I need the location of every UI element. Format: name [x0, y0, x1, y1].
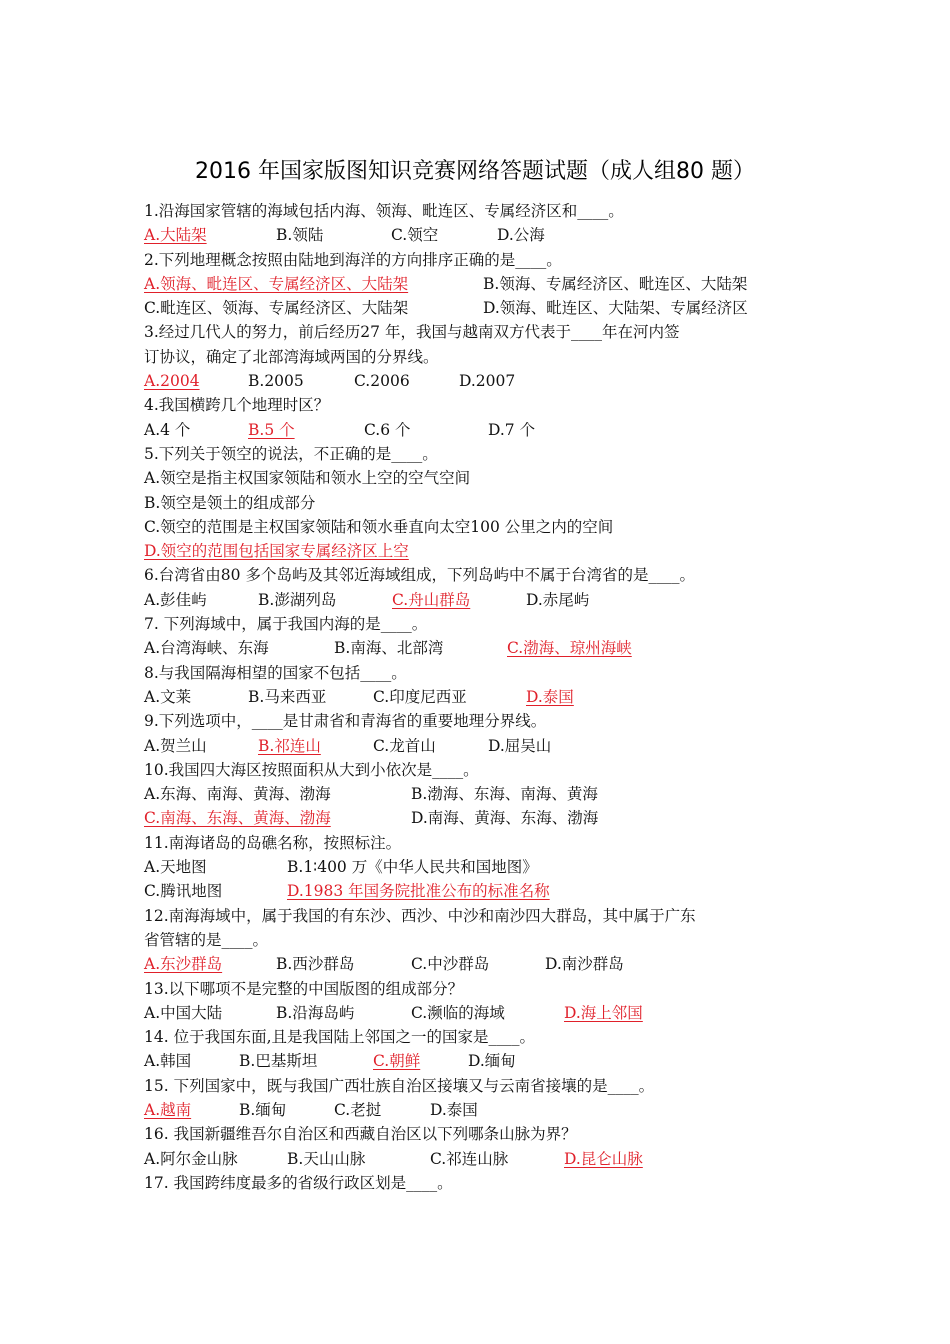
option-correct: D.泰国: [526, 687, 574, 706]
option: D.缅甸: [468, 1052, 516, 1071]
option: D.领海、毗连区、大陆架、专属经济区: [483, 299, 748, 318]
option: B.领海、专属经济区、毗连区、大陆架: [483, 274, 748, 293]
option: D.公海: [497, 226, 545, 245]
option: A.贺兰山: [144, 736, 207, 755]
option-correct: A.大陆架: [144, 226, 207, 245]
option-correct: C.南海、东海、黄海、渤海: [144, 809, 331, 828]
question-1-options: [144, 223, 819, 247]
question-4-options: [144, 418, 819, 442]
option: B.2005: [248, 372, 304, 391]
option-correct: D.1983 年国务院批准公布的标准名称: [287, 882, 550, 901]
question-5-option-c: C.领空的范围是主权国家领陆和领水垂直向太空100 公里之内的空间: [144, 517, 614, 536]
question-9-options: [144, 734, 819, 758]
option: B.1∶400 万《中华人民共和国地图》: [287, 858, 538, 877]
question-5-option-d-correct: D.领空的范围包括国家专属经济区上空: [144, 542, 409, 561]
question-3-options: [144, 369, 819, 393]
option: C.2006: [354, 372, 410, 391]
question-4: 4.我国横跨几个地理时区？: [144, 396, 330, 415]
question-15: 15. 下列国家中，既与我国广西壮族自治区接壤又与云南省接壤的是____。: [144, 1076, 655, 1095]
question-5-option-b: B.领空是领土的组成部分: [144, 493, 316, 512]
option: A.彭佳屿: [144, 590, 207, 609]
question-10: 10.我国四大海区按照面积从大到小依次是____。: [144, 760, 479, 779]
option-correct: C.舟山群岛: [392, 590, 471, 609]
option: B.领陆: [276, 226, 324, 245]
option: C.濒临的海域: [411, 1003, 505, 1022]
option: D.屈吴山: [488, 736, 552, 755]
option: D.南海、黄海、东海、渤海: [411, 809, 599, 828]
option: A.东海、南海、黄海、渤海: [144, 785, 331, 804]
option: C.祁连山脉: [430, 1149, 509, 1168]
option: B.马来西亚: [248, 687, 327, 706]
option: A.4 个: [144, 420, 191, 439]
option: C.领空: [391, 226, 439, 245]
question-10-options-row2: [144, 806, 819, 830]
question-11: 11.南海诸岛的岛礁名称，按照标注。: [144, 833, 402, 852]
option: C.老挝: [334, 1100, 382, 1119]
option: B.沿海岛屿: [276, 1003, 355, 1022]
option: C.腾讯地图: [144, 882, 223, 901]
question-13-options: [144, 1001, 819, 1025]
option: D.南沙群岛: [545, 955, 624, 974]
option: A.文莱: [144, 687, 192, 706]
option: D.2007: [459, 372, 516, 391]
option: A.台湾海峡、东海: [144, 639, 269, 658]
option: B.渤海、东海、南海、黄海: [411, 785, 598, 804]
option-correct: C.朝鲜: [373, 1052, 421, 1071]
question-8-options: [144, 685, 819, 709]
option: B.天山山脉: [287, 1149, 366, 1168]
option-correct: B.5 个: [248, 420, 295, 439]
question-12-options: [144, 952, 819, 976]
option: B.澎湖列岛: [258, 590, 337, 609]
option-correct: C.渤海、琼州海峡: [507, 639, 632, 658]
question-5-option-a: A.领空是指主权国家领陆和领水上空的空气空间: [144, 469, 471, 488]
option: B.南海、北部湾: [334, 639, 444, 658]
option: D.7 个: [488, 420, 536, 439]
question-9: 9.下列选项中，____是甘肃省和青海省的重要地理分界线。: [144, 712, 547, 731]
question-15-options: [144, 1098, 819, 1122]
question-list: [144, 199, 819, 1195]
question-16: 16. 我国新疆维吾尔自治区和西藏自治区以下列哪条山脉为界？: [144, 1125, 577, 1144]
question-3: 3.经过几代人的努力，前后经历27 年，我国与越南双方代表于____年在河内签: [144, 323, 680, 342]
option-correct: A.越南: [144, 1100, 192, 1119]
question-2: 2.下列地理概念按照由陆地到海洋的方向排序正确的是____。: [144, 250, 562, 269]
question-2-options-row2: [144, 296, 819, 320]
option-correct: D.昆仑山脉: [564, 1149, 643, 1168]
option: A.天地图: [144, 858, 207, 877]
option: C.中沙群岛: [411, 955, 490, 974]
option: D.赤尾屿: [526, 590, 590, 609]
option: A.阿尔金山脉: [144, 1149, 238, 1168]
option: B.西沙群岛: [276, 955, 355, 974]
question-14-options: [144, 1049, 819, 1073]
question-17: 17. 我国跨纬度最多的省级行政区划是____。: [144, 1173, 453, 1192]
option: C.毗连区、领海、专属经济区、大陆架: [144, 299, 409, 318]
question-12-continued: 省管辖的是____。: [144, 930, 269, 949]
question-6: 6.台湾省由80 多个岛屿及其邻近海域组成，下列岛屿中不属于台湾省的是____。: [144, 566, 695, 585]
question-10-options-row1: [144, 782, 819, 806]
option: C.6 个: [364, 420, 411, 439]
question-7: 7. 下列海域中，属于我国内海的是____。: [144, 615, 428, 634]
option-correct: A.东沙群岛: [144, 955, 223, 974]
option: A.中国大陆: [144, 1003, 223, 1022]
question-1: 1.沿海国家管辖的海域包括内海、领海、毗连区、专属经济区和____。: [144, 202, 624, 220]
question-14: 14. 位于我国东面,且是我国陆上邻国之一的国家是____。: [144, 1028, 536, 1047]
question-2-options-row1: [144, 272, 819, 296]
option: B.巴基斯坦: [239, 1052, 318, 1071]
option-correct: A.2004: [144, 372, 200, 391]
question-3-continued: 订协议，确定了北部湾海域两国的分界线。: [144, 347, 439, 366]
document-title: 2016 年国家版图知识竞赛网络答题试题（成人组80 题）: [195, 159, 755, 184]
option: D.泰国: [430, 1100, 478, 1119]
question-5: 5.下列关于领空的说法，不正确的是____。: [144, 444, 438, 463]
option: A.韩国: [144, 1052, 192, 1071]
question-11-options-row1: [144, 855, 819, 879]
question-16-options: [144, 1147, 819, 1171]
option-correct: A.领海、毗连区、专属经济区、大陆架: [144, 274, 409, 293]
question-8: 8.与我国隔海相望的国家不包括____。: [144, 663, 407, 682]
option-correct: B.祁连山: [258, 736, 321, 755]
question-6-options: [144, 588, 819, 612]
option-correct: D.海上邻国: [564, 1003, 643, 1022]
option: B.缅甸: [239, 1100, 287, 1119]
question-13: 13.以下哪项不是完整的中国版图的组成部分？: [144, 979, 464, 998]
question-7-options: [144, 636, 819, 660]
question-12: 12.南海海域中，属于我国的有东沙、西沙、中沙和南沙四大群岛，其中属于广东: [144, 906, 696, 925]
option: C.龙首山: [373, 736, 436, 755]
option: C.印度尼西亚: [373, 687, 467, 706]
question-11-options-row2: [144, 879, 819, 903]
